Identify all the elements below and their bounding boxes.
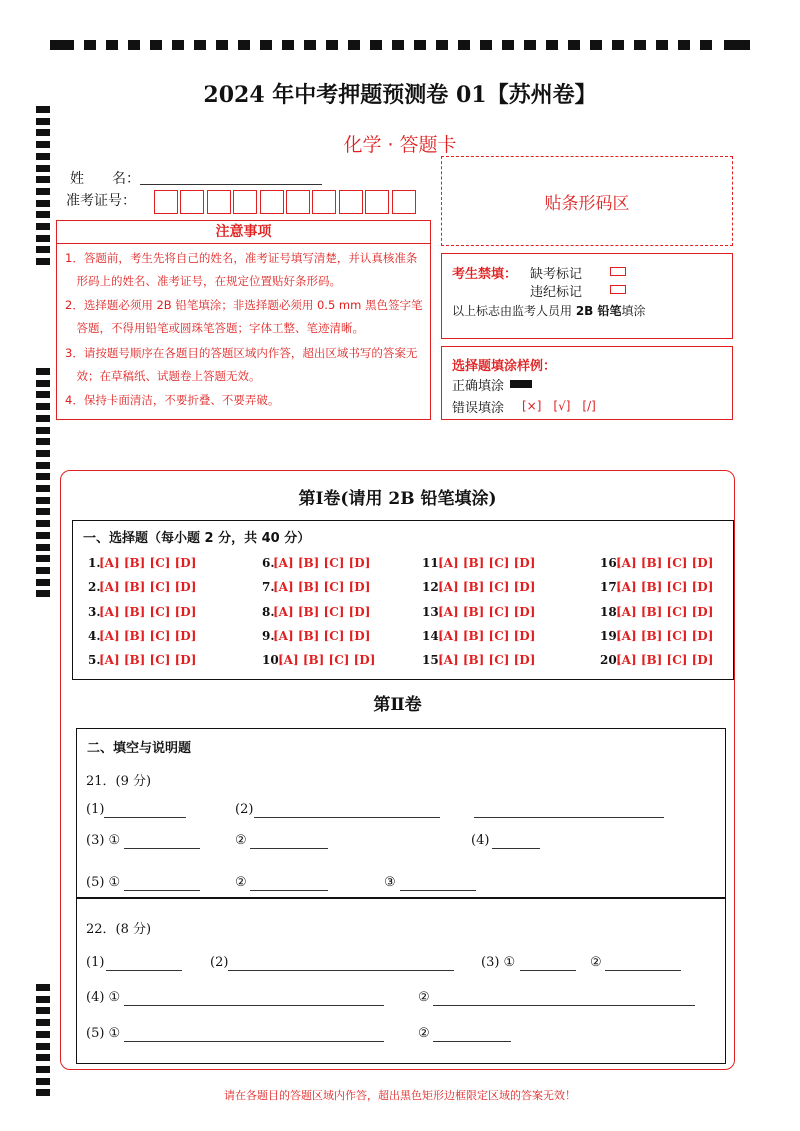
choice-section-title: 一、选择题（每小题 2 分，共 40 分） [83,531,311,546]
question-number: 13. [422,605,443,619]
answer-blank[interactable] [124,890,200,891]
timing-mark [36,450,50,457]
q22-label: ② [590,955,602,970]
examinee-forbidden-box [441,253,733,339]
timing-mark [36,1007,50,1014]
timing-mark [36,508,50,515]
choice-options[interactable]: [A] [B] [C] [D] [616,580,714,594]
absent-mark-label: 缺考标记 [530,267,583,282]
exam-id-digit-box[interactable] [233,190,257,214]
choice-options[interactable]: [A] [B] [C] [D] [616,605,714,619]
timing-mark [36,497,50,504]
answer-blank[interactable] [520,970,576,971]
question-number: 6. [262,556,275,570]
timing-mark [36,415,50,422]
exam-id-digit-box[interactable] [392,190,416,214]
choice-options[interactable]: [A] [B] [C] [D] [438,653,536,667]
timing-mark [36,555,50,562]
timing-mark [36,996,50,1003]
timing-mark [36,165,50,172]
q22-label: (1) [86,955,105,970]
question-number: 7. [262,580,275,594]
exam-id-digit-box[interactable] [180,190,204,214]
exam-id-digit-box[interactable] [339,190,363,214]
question-number: 4. [88,629,101,643]
answer-blank[interactable] [400,890,476,891]
answer-blank[interactable] [228,970,454,971]
choice-options[interactable]: [A] [B] [C] [D] [616,556,714,570]
barcode-area [441,156,733,246]
choice-options[interactable]: [A] [B] [C] [D] [438,556,536,570]
question-number: 3. [88,605,101,619]
choice-options[interactable]: [A] [B] [C] [D] [99,580,197,594]
timing-mark [36,118,50,125]
question-number: 1. [88,556,101,570]
choice-options[interactable]: [A] [B] [C] [D] [99,605,197,619]
q21-label: ② [235,833,247,848]
page-subtitle: 化学 · 答题卡 [343,134,457,156]
timing-mark [36,1031,50,1038]
question-number: 19. [600,629,621,643]
q22-label: (3) ① [481,955,516,970]
question-number: 14. [422,629,443,643]
question-number: 15. [422,653,443,667]
timing-mark [36,567,50,574]
question-number: 18. [600,605,621,619]
q21-label: (3) ① [86,833,121,848]
part1-title: 第Ⅰ卷(请用 2B 铅笔填涂) [298,489,497,509]
answer-blank[interactable] [605,970,681,971]
answer-blank[interactable] [124,1041,384,1042]
notice-line: 答题，不得用铅笔或圆珠笔答题；字体工整、笔迹清晰。 [65,321,364,335]
timing-mark [36,368,50,375]
timing-mark [36,1078,50,1085]
answer-blank[interactable] [124,848,200,849]
question-number: 2. [88,580,101,594]
choice-options[interactable]: [A] [B] [C] [D] [273,605,371,619]
notice-line: 形码上的姓名、准考证号，在规定位置贴好条形码。 [65,274,341,288]
timing-mark [36,176,50,183]
timing-mark [36,544,50,551]
q21-label: (2) [235,802,254,817]
question-number: 16. [600,556,621,570]
exam-id-label: 准考证号： [66,193,136,209]
answer-blank[interactable] [433,1005,695,1006]
timing-mark [36,391,50,398]
choice-options[interactable]: [A] [B] [C] [D] [616,629,714,643]
timing-mark [36,485,50,492]
timing-mark [36,403,50,410]
q21-label: (5) ① [86,875,121,890]
name-label: 姓 名： [70,171,140,187]
wrong-fill-samples: [×] [√] [/] [522,399,596,413]
q21-label: (4) [471,833,490,848]
q21-label: (1) [86,802,105,817]
answer-blank[interactable] [250,890,328,891]
q22-box [76,898,726,1064]
timing-mark [36,984,50,991]
choice-options[interactable]: [A] [B] [C] [D] [273,580,371,594]
q22-label: (2) [210,955,229,970]
notice-line: 效；在草稿纸、试题卷上答题无效。 [65,369,261,383]
violation-mark-box[interactable] [610,285,626,294]
choice-options[interactable]: [A] [B] [C] [D] [273,629,371,643]
notice-box [56,220,431,420]
choice-options[interactable]: [A] [B] [C] [D] [438,629,536,643]
choice-options[interactable]: [A] [B] [C] [D] [273,556,371,570]
exam-id-digit-box[interactable] [286,190,310,214]
fill-sample-box [441,346,733,420]
q21-label: ③ [384,875,396,890]
fill-section-title: 二、填空与说明题 [87,741,192,756]
notice-line: 3．请按题号顺序在各题目的答题区域内作答，超出区域书写的答案无 [65,346,418,360]
exam-id-digit-box[interactable] [312,190,336,214]
choice-options[interactable]: [A] [B] [C] [D] [438,605,536,619]
exam-id-digit-box[interactable] [260,190,284,214]
timing-mark [36,1019,50,1026]
timing-mark [36,473,50,480]
part2-title: 第Ⅱ卷 [373,695,422,715]
q22-label: ② [418,1026,430,1041]
q22-label: ② [418,990,430,1005]
answer-blank[interactable] [124,1005,384,1006]
q22-label: (5) ① [86,1026,121,1041]
barcode-label: 贴条形码区 [544,194,630,214]
exam-id-digit-box[interactable] [154,190,178,214]
answer-blank[interactable] [492,848,540,849]
wrong-fill-label: 错误填涂 [452,401,505,416]
timing-mark [36,462,50,469]
timing-mark [36,1054,50,1061]
forbidden-note: 以上标志由监考人员用 2B 铅笔填涂 [452,304,646,318]
page-title: 2024 年中考押题预测卷 01【苏州卷】 [203,82,597,108]
question-number: 10. [262,653,283,667]
question-number: 8. [262,605,275,619]
timing-mark [36,235,50,242]
name-field[interactable] [140,184,322,185]
forbidden-label: 考生禁填： [452,267,518,282]
correct-fill-sample [510,380,532,388]
notice-title: 注意事项 [57,221,430,244]
fill-sample-label: 选择题填涂样例： [452,359,557,374]
timing-mark [36,380,50,387]
choice-options[interactable]: [A] [B] [C] [D] [99,629,197,643]
timing-mark [36,520,50,527]
timing-mark [36,258,50,265]
timing-mark [36,246,50,253]
question-number: 5. [88,653,101,667]
answer-blank[interactable] [104,817,186,818]
timing-mark [36,1066,50,1073]
choice-options[interactable]: [A] [B] [C] [D] [278,653,376,667]
exam-id-digit-box[interactable] [207,190,231,214]
answer-blank[interactable] [474,817,664,818]
choice-options[interactable]: [A] [B] [C] [D] [616,653,714,667]
q21-box [76,728,726,898]
q21-heading: 21．(9 分) [86,774,152,789]
exam-id-digit-box[interactable] [365,190,389,214]
question-number: 9. [262,629,275,643]
question-number: 11. [422,556,443,570]
timing-mark [36,532,50,539]
choice-options[interactable]: [A] [B] [C] [D] [99,556,197,570]
choice-options[interactable]: [A] [B] [C] [D] [438,580,536,594]
timing-mark [36,590,50,597]
timing-mark [36,438,50,445]
footer-warning: 请在各题目的答题区域内作答，超出黑色矩形边框限定区域的答案无效！ [224,1089,576,1102]
notice-line: 2．选择题必须用 2B 铅笔填涂；非选择题必须用 0.5 mm 黑色签字笔 [65,298,423,312]
timing-mark [36,1043,50,1050]
timing-mark [36,200,50,207]
timing-mark [36,188,50,195]
timing-mark [36,427,50,434]
timing-mark [36,579,50,586]
notice-line: 4．保持卡面清洁，不要折叠、不要弄破。 [65,393,280,407]
answer-blank[interactable] [250,848,328,849]
absent-mark-box[interactable] [610,267,626,276]
q21-label: ② [235,875,247,890]
q22-heading: 22．(8 分) [86,922,152,937]
question-number: 20. [600,653,621,667]
answer-blank[interactable] [106,970,182,971]
notice-line: 1．答题前，考生先将自己的姓名，准考证号填写清楚，并认真核准条 [65,251,418,265]
choice-options[interactable]: [A] [B] [C] [D] [99,653,197,667]
question-number: 17. [600,580,621,594]
question-number: 12. [422,580,443,594]
violation-mark-label: 违纪标记 [530,285,583,300]
answer-blank[interactable] [254,817,440,818]
q22-label: (4) ① [86,990,121,1005]
timing-mark [36,223,50,230]
answer-blank[interactable] [433,1041,511,1042]
timing-mark [36,211,50,218]
correct-fill-label: 正确填涂 [452,379,505,394]
